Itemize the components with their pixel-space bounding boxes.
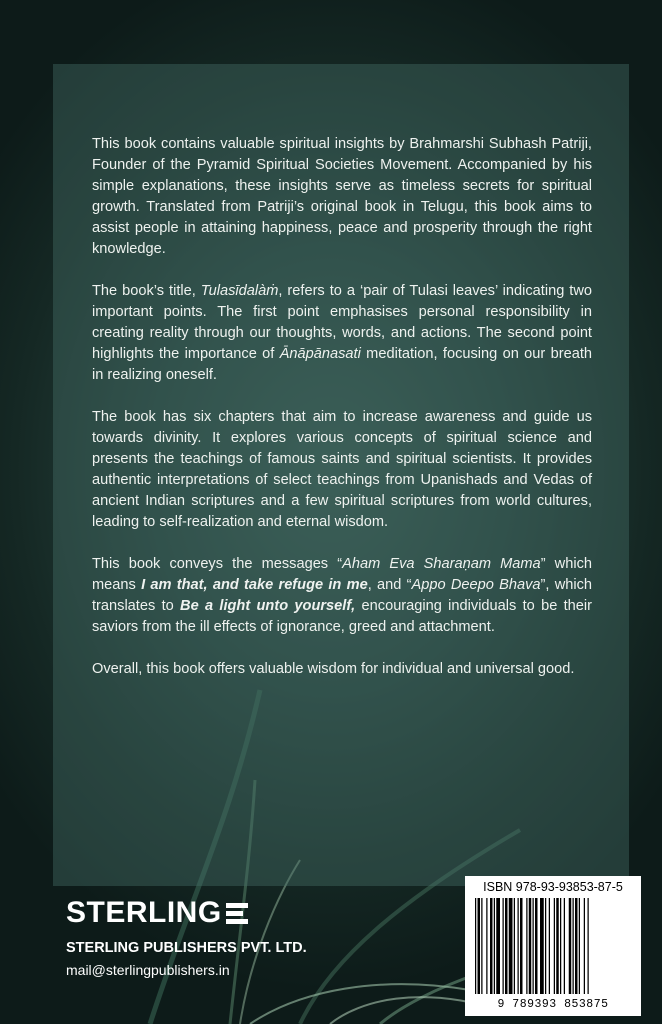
barcode-bar [503,898,504,994]
paragraph-text: ”, which translates to [92,577,593,614]
barcode-bars [475,898,631,998]
paragraph-text: encouraging individuals to be their saviors from the ill effects of ignorance, greed and attachment. [92,598,593,635]
barcode-bar [579,898,580,994]
barcode-bar [533,898,534,994]
barcode-bar [496,898,500,994]
barcode-bar [569,898,572,994]
paragraph-text: The book’s title, [92,283,201,299]
barcode-bar [509,898,513,994]
barcode [465,876,641,1016]
barcode-bar [564,898,565,994]
paragraph-text: Aham Eva Sharaṇam Mama [342,556,541,572]
publisher-email: mail@sterlingpublishers.in [66,962,230,978]
paragraph-text: Ānāpānasati [279,346,361,362]
paragraph-text: The book has six chapters that aim to increase awareness and guide us towards divinity. It explores various concepts of spiritual science and presents the teachings of famous saints and spiritual scientists. It provides authentic interpretations of select teachings from Upanishads and Vedas of ancient Indian scriptures and a few spiritual scriptures from world cultures, leading to self-realization and eternal wisdom. [92,409,592,530]
barcode-bar [490,898,493,994]
barcode-bar [529,898,532,994]
barcode-bar [486,898,487,994]
logo-mark-icon [226,900,248,926]
barcode-bar [478,898,481,994]
paragraph-text: Appo Deepo Bhava [411,577,541,593]
paragraph [92,554,592,638]
paragraph [92,134,592,260]
paragraph-text: I am that, and take refuge in me [141,577,368,593]
barcode-bar [549,898,550,994]
barcode-bar [494,898,495,994]
paragraph [92,659,592,680]
publisher-name: STERLING PUBLISHERS PVT. LTD. [66,940,307,956]
barcode-bar [505,898,508,994]
paragraph [92,281,592,386]
barcode-bar [518,898,519,994]
paragraph-text: ” which means [92,556,592,593]
barcode-bar [554,898,555,994]
paragraph-text: , and “ [367,577,412,593]
barcode-bar [526,898,527,994]
barcode-bar [520,898,523,994]
barcode-bar [588,898,589,994]
barcode-bar [475,898,476,994]
paragraph-text: Be a light unto yourself, [180,598,356,614]
barcode-digits: 9 789393 853875 [497,998,609,1011]
paragraph-text: Overall, this book offers valuable wisdom for individual and universal good. [92,661,575,677]
barcode-bar [575,898,578,994]
barcode-bar [573,898,574,994]
paragraph-text: This book conveys the messages “ [92,556,343,572]
isbn-label: ISBN 978-93-93853-87-5 [483,880,623,894]
barcode-bar [514,898,515,994]
barcode-bar [556,898,559,994]
paragraph-text: Tulasīdalàṁ [200,283,279,299]
logo-text: STERLING [66,896,222,929]
barcode-bar [535,898,538,994]
paragraph-text: meditation, focusing on our breath in realizing oneself. [92,346,592,383]
barcode-bar [584,898,585,994]
barcode-bar [560,898,561,994]
barcode-bar [540,898,544,994]
paragraph-text: This book contains valuable spiritual insights by Brahmarshi Subhash Patriji, Founder of the Pyramid Spiritual Societies Movement. Accompanied by his simple explanations, these insights serve as timeless secrets for spiritual growth. Translated from Patriji’s original book in Telugu, this book aims to assist people in attaining happiness, peace and prosperity through the right knowledge. [92,136,592,257]
sterling-logo [66,896,248,930]
barcode-bar [481,898,482,994]
description-text [92,134,592,701]
paragraph [92,407,592,533]
paragraph-text: , refers to a ‘pair of Tulasi leaves’ indicating two important points. The first point emphasises personal responsibility in creating reality through our thoughts, words, and actions. The second point highlights the importance of [92,283,593,362]
barcode-bar [545,898,546,994]
